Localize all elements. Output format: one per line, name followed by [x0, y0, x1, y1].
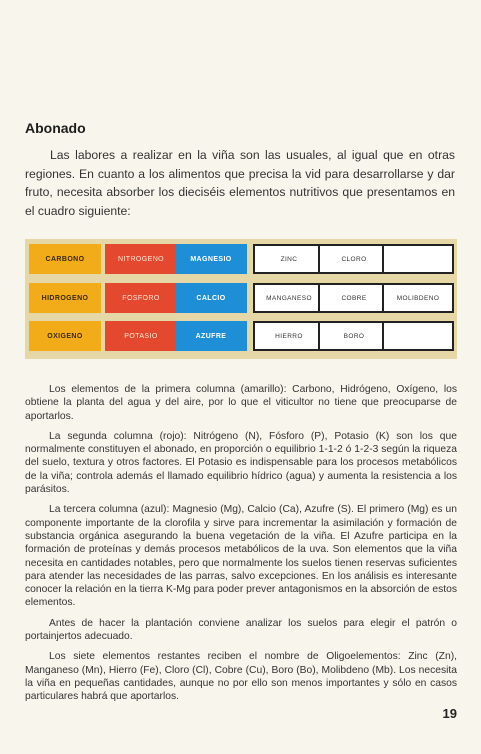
intro-paragraph: Las labores a realizar en la viña son las usuales, al igual que en otras regiones. En cuanto a los alimentos que precisa la vid para desarrollarse y dar fruto, necesita absorber los dieciséis elementos nutritivos que presentamos en el cuadro siguiente: — [25, 148, 455, 218]
cell-calcio: CALCIO — [175, 283, 247, 313]
cell-cobre: COBRE — [318, 283, 390, 313]
cell-magnesio: MAGNESIO — [175, 244, 247, 274]
cell-empty-1 — [382, 244, 454, 274]
cell-boro: BORO — [318, 321, 390, 351]
cell-manganeso: MANGANESO — [253, 283, 325, 313]
cell-fosforo: FOSFORO — [105, 283, 177, 313]
paragraph-oligoelementos: Los siete elementos restantes reciben el nombre de Oligoelementos: Zinc (Zn), Manganeso (Mn), Hierro (Fe), Cloro (Cl), Cobre (Cu), Boro (Bo), Molibdeno (Mb). Los necesita la viña en pequeñas cantidades, aunque no por ello son menos importantes y sólo en casos particulares habrá que aportarlos. — [25, 651, 457, 703]
paragraph-second-column: La segunda columna (rojo): Nitrógeno (N), Fósforo (P), Potasio (K) son los que normalmente constituyen el abonado, en proporción o equilibrio 1-1-2 ó 1-2-3 según la riqueza del suelo, textura y otros factores. El Potasio es indispensable para los procesos metabólicos de la viña; controla además el llamado equilibrio hídrico (agua) y aumenta la resistencia a los parásitos. — [25, 430, 457, 496]
cell-nitrogeno: NITROGENO — [105, 244, 177, 274]
cell-empty-2 — [382, 321, 454, 351]
paragraph-first-column: Los elementos de la primera columna (amarillo): Carbono, Hidrógeno, Oxígeno, los obtiene la planta del agua y del aire, por lo que el viticultor no tiene que preocuparse de aportarlos. — [25, 384, 457, 422]
cell-carbono: CARBONO — [29, 244, 101, 274]
body-text — [25, 383, 457, 711]
paragraph-third-column: La tercera columna (azul): Magnesio (Mg), Calcio (Ca), Azufre (S). El primero (Mg) es un componente importante de la clorofila y sirve para incrementar la asimilación y formación de substancia orgánica asegurando la buena vegetación de la viña. El Azufre participa en la formación de proteínas y demás procesos metabólicos de la uva. Son elementos que la viña necesita en cantidades notables, pero que normalmente los suelos tienen reservas suficientes para atender las necesidades de las parras, salvo excepciones. En los análisis es interesante conocer la relación en la tierra K-Mg para poder prever antagonismos en la absorción de estos elementos. — [25, 504, 457, 609]
paragraph-plantacion: Antes de hacer la plantación conviene analizar los suelos para elegir el patrón o portainjertos adecuado. — [25, 617, 457, 643]
elements-table — [25, 239, 457, 359]
cell-zinc: ZINC — [253, 244, 325, 274]
cell-molibdeno: MOLIBDENO — [382, 283, 454, 313]
section-heading: Abonado — [25, 120, 86, 136]
cell-potasio: POTASIO — [105, 321, 177, 351]
page-number: 19 — [442, 706, 457, 721]
cell-azufre: AZUFRE — [175, 321, 247, 351]
cell-hierro: HIERRO — [253, 321, 325, 351]
cell-hidrogeno: HIDROGENO — [29, 283, 101, 313]
cell-oxigeno: OXIGENO — [29, 321, 101, 351]
cell-cloro: CLORO — [318, 244, 390, 274]
